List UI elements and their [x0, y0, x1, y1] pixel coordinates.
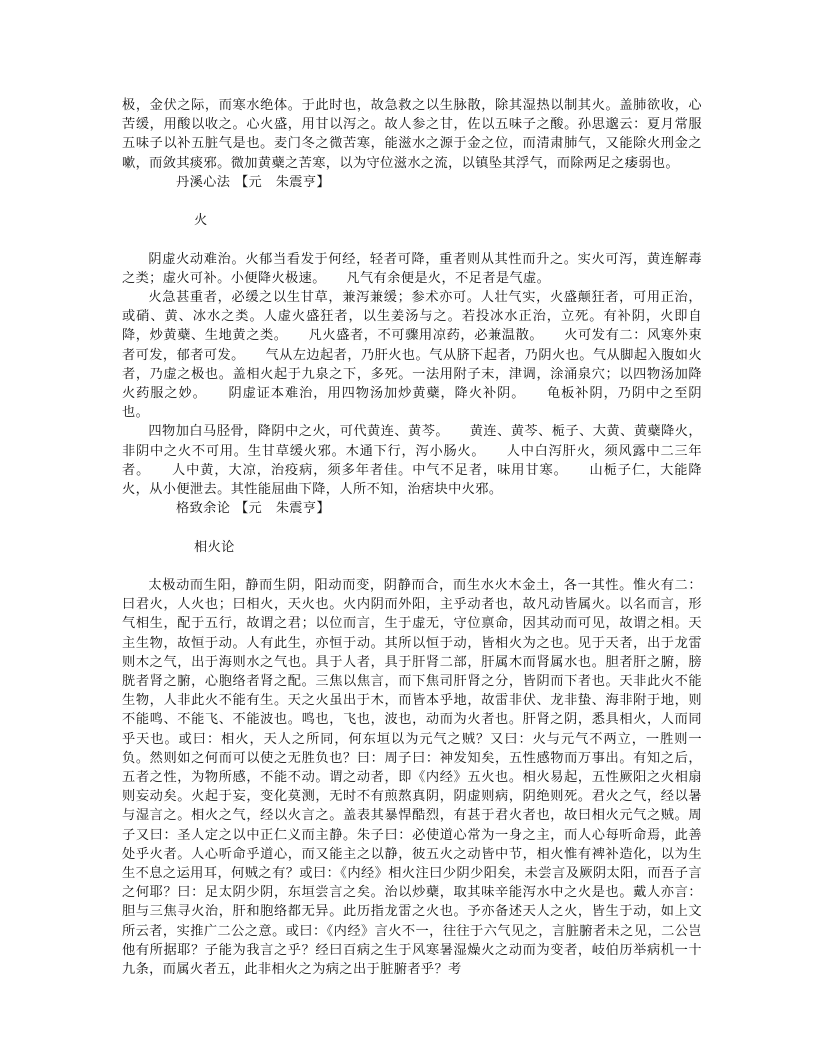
- paragraph-continuation: 极，金伏之际，而寒水绝体。于此时也，故急救之以生脉散，除其湿热以制其火。盖肺欲收，心苦缓，用酸以收之。心火盛，用甘以泻之。故人参之甘，佐以五味子之酸。孙思邈云：夏月常服五味子以补五脏气是也。麦门冬之微苦寒，能滋水之源于金之位，而清肃肺气，又能除火刑金之嗽，而敛其痰邪。微加黄蘗之苦寒，以为守位滋水之流，以镇坠其浮气，而除两足之痿弱也。: [122, 98, 702, 171]
- spacer: [122, 518, 702, 537]
- section-heading: 火: [194, 213, 208, 229]
- spacer: [122, 230, 702, 249]
- source-citation: 丹溪心法 【元 朱震亨】: [176, 174, 331, 190]
- section-heading: 相火论: [194, 539, 235, 555]
- document-page: [122, 96, 702, 979]
- paragraph: 火急甚重者，必缓之以生甘草，兼泻兼缓；参术亦可。人壮气实，火盛颠狂者，可用正治，或硝、黄、冰水之类。人虚火盛狂者，以生姜汤与之。若投冰水正治，立死。有补阴，火即自降，炒黄蘗、生地黄之类。 凡火盛者，不可骤用凉药，必兼温散。 火可发有二：风寒外束者可发，郁者可发。 气从左边起者，乃肝火也。气从脐下起者，乃阴火也。气从脚起入腹如火者，乃虚之极也。盖相火起于九泉之下，多死。一法用附子末，津调，涂涌泉穴；以四物汤加降火药服之妙。 阴虚证本难治，用四物汤加炒黄蘗，降火补阴。 龟板补阴，乃阴中之至阴也。: [122, 290, 702, 421]
- spacer: [122, 557, 702, 576]
- paragraph: 太极动而生阳，静而生阴，阳动而变，阴静而合，而生水火木金土，各一其性。惟火有二：曰君火，人火也；曰相火，天火也。火内阴而外阳，主乎动者也，故凡动皆属火。以名而言，形气相生，配于五行，故谓之君；以位而言，生于虚无，守位禀命，因其动而可见，故谓之相。天主生物，故恒于动。人有此生，亦恒于动。其所以恒于动，皆相火为之也。见于天者，出于龙雷则木之气，出于海则水之气也。具于人者，具于肝肾二部，肝属木而肾属水也。胆者肝之腑，膀胱者肾之腑，心胞络者肾之配。三焦以焦言，而下焦司肝肾之分，皆阴而下者也。天非此火不能生物，人非此火不能有生。天之火虽出于木，而皆本乎地，故雷非伏、龙非蛰、海非附于地，则不能鸣、不能飞、不能波也。鸣也，飞也，波也，动而为火者也。肝肾之阴，悉具相火，人而同乎天也。或曰：相火，天人之所同，何东垣以为元气之贼？又曰：火与元气不两立，一胜则一负。然则如之何而可以使之无胜负也？曰：周子曰：神发知矣，五性感物而万事出。有知之后，五者之性，为物所感，不能不动。谓之动者，即《内经》五火也。相火易起，五性厥阳之火相扇则妄动矣。火起于妄，变化莫测，无时不有煎熬真阴，阴虚则病，阴绝则死。君火之气，经以暑与湿言之。相火之气，经以火言之。盖表其暴悍酷烈，有甚于君火者也，故曰相火元气之贼。周子又曰：圣人定之以中正仁义而主静。朱子曰：必使道心常为一身之主，而人心每听命焉，此善处乎火者。人心听命乎道心，而又能主之以静，彼五火之动皆中节，相火惟有裨补造化，以为生生不息之运用耳，何贼之有？或曰：《内经》相火注曰少阴少阳矣，未尝言及厥阴太阳，而吾子言之何耶？曰：足太阴少阴，东垣尝言之矣。治以炒蘗，取其味辛能泻水中之火是也。戴人亦言：胆与三焦寻火治，肝和胞络都无异。此历指龙雷之火也。予亦备述天人之火，皆生于动，如上文所云者，实推广二公之意。或曰：《内经》言火不一，往往于六气见之，言脏腑者未之见，二公岂他有所据耶？子能为我言之乎？经曰百病之生于风寒暑湿燥火之动而为变者，岐伯历举病机一十九条，而属火者五，此非相火之为病之出于脏腑者乎？考: [122, 578, 702, 978]
- spacer: [122, 192, 702, 211]
- paragraph: 四物加白马胫骨，降阴中之火，可代黄连、黄芩。 黄连、黄芩、栀子、大黄、黄蘗降火，非阴中之火不可用。生甘草缓火邪。木通下行，泻小肠火。 人中白泻肝火，须风露中二三年者。 人中黄，大凉，治疫病，须多年者佳。中气不足者，味用甘寒。 山栀子仁，大能降火，从小便泄去。其性能屈曲下降，人所不知，治痞块中火邪。: [122, 424, 702, 498]
- source-citation: 格致余论 【元 朱震亨】: [176, 501, 331, 517]
- paragraph: 阴虚火动难治。火郁当看发于何经，轻者可降，重者则从其性而升之。实火可泻，黄连解毒之类；虚火可补。小便降火极速。 凡气有余便是火，不足者是气虚。: [122, 251, 702, 286]
